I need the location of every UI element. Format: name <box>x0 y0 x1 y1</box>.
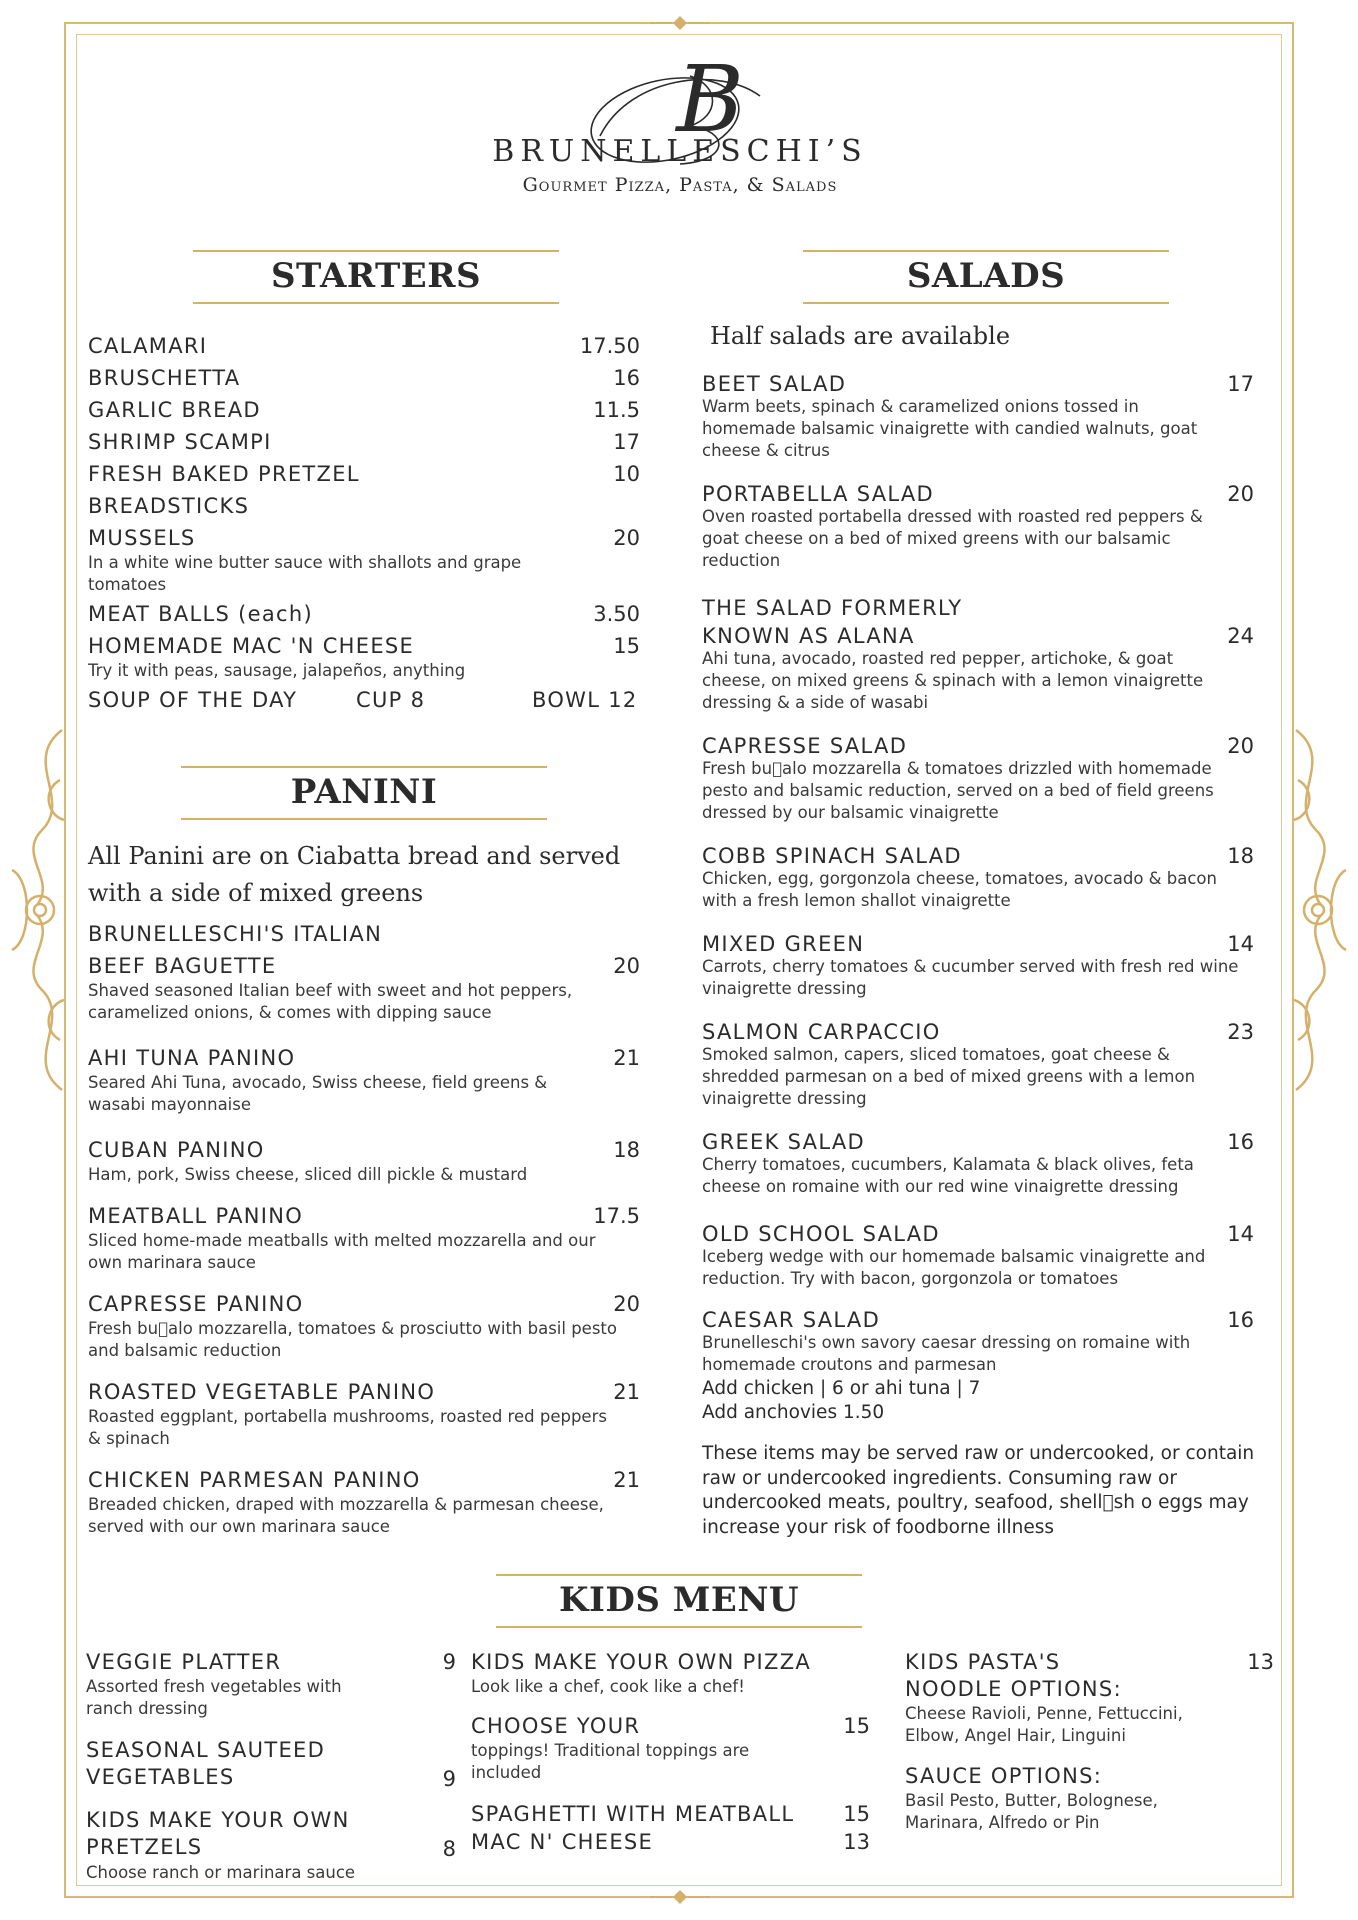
kids-title: KIDS MENU <box>558 1580 800 1620</box>
starter-price: 20 <box>613 526 640 550</box>
panino-price: 21 <box>613 1468 640 1492</box>
panino-name: ROASTED VEGETABLE PANINO <box>88 1380 436 1404</box>
panino-price: 20 <box>613 954 640 978</box>
starter-name: MEAT BALLS (each) <box>88 602 313 626</box>
starter-desc: Try it with peas, sausage, jalapeños, anything <box>88 661 466 680</box>
salad-name: SALMON CARPACCIO <box>702 1020 941 1044</box>
top-ornament-icon <box>650 14 710 32</box>
salad-desc: Cherry tomatoes, cucumbers, Kalamata & black olives, feta cheese on romaine with our red wine vinaigrette dressing <box>702 1155 1194 1196</box>
salads-note: Half salads are available <box>710 322 1011 350</box>
panini-rule-bottom <box>181 818 547 820</box>
starter-price: 15 <box>613 634 640 658</box>
kids-item-name: MAC N' CHEESE <box>471 1830 654 1854</box>
kids-item-desc: toppings! Traditional toppings are included <box>471 1741 750 1782</box>
soup-cup-price: CUP 8 <box>356 688 426 712</box>
sauce-options-title: SAUCE OPTIONS: <box>905 1764 1103 1788</box>
kids-item-desc: Assorted fresh vegetables with ranch dressing <box>86 1677 342 1718</box>
brand-monogram: B <box>676 46 744 153</box>
starters-rule-bottom <box>193 302 559 304</box>
panino-name: CUBAN PANINO <box>88 1138 265 1162</box>
salad-name: KNOWN AS ALANA <box>702 624 915 648</box>
starter-price: 10 <box>613 462 640 486</box>
salad-name: BEET SALAD <box>702 372 847 396</box>
starter-price: 17.50 <box>579 334 640 358</box>
kids-item-desc: Choose ranch or marinara sauce <box>86 1863 356 1882</box>
salad-price: 20 <box>1227 734 1254 758</box>
starter-price: 17 <box>613 430 640 454</box>
starter-name: SHRIMP SCAMPI <box>88 430 272 454</box>
starters-title: STARTERS <box>270 256 482 296</box>
salad-desc: Smoked salmon, capers, sliced tomatoes, goat cheese & shredded parmesan on a bed of mixed greens with a lemon vinaigrette dressing <box>702 1045 1196 1108</box>
salad-desc: Brunelleschi's own savory caesar dressing on romaine with homemade croutons and parmesan <box>702 1333 1191 1374</box>
salad-price: 16 <box>1227 1130 1254 1154</box>
starter-price: 3.50 <box>593 602 640 626</box>
sauce-options-desc: Basil Pesto, Butter, Bolognese, Marinara, Alfredo or Pin <box>905 1791 1158 1832</box>
starter-name: MUSSELS <box>88 526 196 550</box>
panino-desc: Sliced home-made meatballs with melted mozzarella and our own marinara sauce <box>88 1231 596 1272</box>
kids-item-price: 9 <box>442 1650 456 1674</box>
left-filigree-icon <box>2 720 78 1100</box>
salad-name: CAPRESSE SALAD <box>702 734 908 758</box>
salad-desc: Warm beets, spinach & caramelized onions tossed in homemade balsamic vinaigrette with candied walnuts, goat cheese & citrus <box>702 397 1198 460</box>
soup-name: SOUP OF THE DAY <box>88 688 298 712</box>
salad-name: MIXED GREEN <box>702 932 865 956</box>
kids-item-price: 13 <box>843 1830 870 1854</box>
salad-price: 18 <box>1227 844 1254 868</box>
panino-name: MEATBALL PANINO <box>88 1204 304 1228</box>
panino-name: AHI TUNA PANINO <box>88 1046 296 1070</box>
starter-name: BRUSCHETTA <box>88 366 241 390</box>
noodle-options-desc: Cheese Ravioli, Penne, Fettuccini, Elbow, Angel Hair, Linguini <box>905 1704 1183 1745</box>
salad-name: PORTABELLA SALAD <box>702 482 935 506</box>
starter-name: FRESH BAKED PRETZEL <box>88 462 360 486</box>
salad-price: 14 <box>1227 932 1254 956</box>
starter-name: CALAMARI <box>88 334 208 358</box>
kids-item-price: 9 <box>442 1767 456 1791</box>
starter-desc: In a white wine butter sauce with shallots and grape tomatoes <box>88 553 522 594</box>
right-filigree-icon <box>1280 720 1356 1100</box>
kids-item-name: VEGGIE PLATTER <box>86 1650 282 1674</box>
starter-name: HOMEMADE MAC 'N CHEESE <box>88 634 415 658</box>
salad-name-line1: THE SALAD FORMERLY <box>702 596 963 620</box>
kids-item-name: SEASONAL SAUTEED <box>86 1738 326 1762</box>
salad-desc: Ahi tuna, avocado, roasted red pepper, artichoke, & goat cheese, on mixed greens & spinach with a lemon vinaigrette dressing & a side of wasabi <box>702 649 1204 712</box>
panino-desc: Roasted eggplant, portabella mushrooms, roasted red peppers & spinach <box>88 1407 607 1448</box>
kids-pasta-price: 13 <box>1247 1650 1274 1674</box>
starter-name: GARLIC BREAD <box>88 398 261 422</box>
panino-price: 17.5 <box>593 1204 640 1228</box>
salad-desc: Iceberg wedge with our homemade balsamic vinaigrette and reduction. Try with bacon, gorgonzola or tomatoes <box>702 1247 1206 1288</box>
brand-tagline: Gourmet Pizza, Pasta, & Salads <box>522 174 838 196</box>
panino-name-line1: BRUNELLESCHI'S ITALIAN <box>88 922 383 946</box>
panino-desc: Fresh bu alo mozzarella, tomatoes & prosciutto with basil pesto and balsamic reduction <box>88 1319 617 1360</box>
kids-item-name: KIDS MAKE YOUR OWN <box>86 1808 350 1832</box>
salads-title: SALADS <box>906 256 1066 296</box>
salad-price: 23 <box>1227 1020 1254 1044</box>
panino-price: 18 <box>613 1138 640 1162</box>
soup-bowl-price: BOWL 12 <box>532 688 638 712</box>
salad-name: OLD SCHOOL SALAD <box>702 1222 940 1246</box>
kids-item-price: 15 <box>843 1714 870 1738</box>
kids-item-price: 15 <box>843 1802 870 1826</box>
kids-pasta-name: KIDS PASTA'S <box>905 1650 1061 1674</box>
kids-item-price: 8 <box>442 1837 456 1861</box>
panino-price: 21 <box>613 1046 640 1070</box>
bottom-ornament-icon <box>650 1888 710 1906</box>
kids-item-name-line2: VEGETABLES <box>86 1765 235 1789</box>
noodle-options-title: NOODLE OPTIONS: <box>905 1677 1122 1701</box>
kids-item-name-line2: PRETZELS <box>86 1835 203 1859</box>
panino-price: 21 <box>613 1380 640 1404</box>
salads-rule-bottom <box>803 302 1169 304</box>
kids-item-name: CHOOSE YOUR <box>471 1714 641 1738</box>
panino-price: 20 <box>613 1292 640 1316</box>
salad-addon: Add chicken | 6 or ahi tuna | 7 <box>702 1378 981 1399</box>
salad-price: 20 <box>1227 482 1254 506</box>
panini-note: All Panini are on Ciabatta bread and served with a side of mixed greens <box>88 842 621 907</box>
kids-item-desc: Look like a chef, cook like a chef! <box>471 1677 745 1696</box>
panino-name: CAPRESSE PANINO <box>88 1292 304 1316</box>
panino-desc: Ham, pork, Swiss cheese, sliced dill pickle & mustard <box>88 1165 528 1184</box>
panino-name: BEEF BAGUETTE <box>88 954 277 978</box>
kids-item-name: KIDS MAKE YOUR OWN PIZZA <box>471 1650 812 1674</box>
salad-price: 17 <box>1227 372 1254 396</box>
salad-name: CAESAR SALAD <box>702 1308 881 1332</box>
salad-price: 16 <box>1227 1308 1254 1332</box>
kids-rule-top <box>496 1574 862 1576</box>
panino-name: CHICKEN PARMESAN PANINO <box>88 1468 421 1492</box>
panino-desc: Shaved seasoned Italian beef with sweet and hot peppers, caramelized onions, & comes with dipping sauce <box>88 981 573 1022</box>
brand-name: BRUNELLESCHI’S <box>492 134 868 169</box>
kids-rule-bottom <box>496 1626 862 1628</box>
panini-rule-top <box>181 766 547 768</box>
salad-desc: Carrots, cherry tomatoes & cucumber served with fresh red wine vinaigrette dressing <box>702 957 1239 998</box>
salad-desc: Chicken, egg, gorgonzola cheese, tomatoes, avocado & bacon with a fresh lemon shallot vinaigrette <box>702 869 1217 910</box>
panini-title: PANINI <box>290 772 438 812</box>
salad-desc: Oven roasted portabella dressed with roasted red peppers & goat cheese on a bed of mixed greens with our balsamic reduction <box>702 507 1203 570</box>
salad-desc: Fresh bu alo mozzarella & tomatoes drizzled with homemade pesto and balsamic reduction, served on a bed of field greens dressed by our balsamic vinaigrette <box>702 759 1214 822</box>
salads-rule-top <box>803 250 1169 252</box>
salad-price: 24 <box>1227 624 1254 648</box>
salad-name: COBB SPINACH SALAD <box>702 844 962 868</box>
salad-addon: Add anchovies 1.50 <box>702 1402 885 1423</box>
salad-name: GREEK SALAD <box>702 1130 865 1154</box>
starter-name: BREADSTICKS <box>88 494 250 518</box>
starters-rule-top <box>193 250 559 252</box>
salad-price: 14 <box>1227 1222 1254 1246</box>
raw-food-warning: These items may be served raw or undercooked, or contain raw or undercooked ingredients. Consuming raw or undercooked meats, poultry, seafood, shell sh o eggs may increase your risk of foodborne illness <box>702 1443 1255 1538</box>
panino-desc: Breaded chicken, draped with mozzarella & parmesan cheese, served with our own marinara sauce <box>88 1495 604 1536</box>
kids-item-name: SPAGHETTI WITH MEATBALL <box>471 1802 795 1826</box>
starter-price: 11.5 <box>593 398 640 422</box>
starter-price: 16 <box>613 366 640 390</box>
panino-desc: Seared Ahi Tuna, avocado, Swiss cheese, field greens & wasabi mayonnaise <box>88 1073 548 1114</box>
